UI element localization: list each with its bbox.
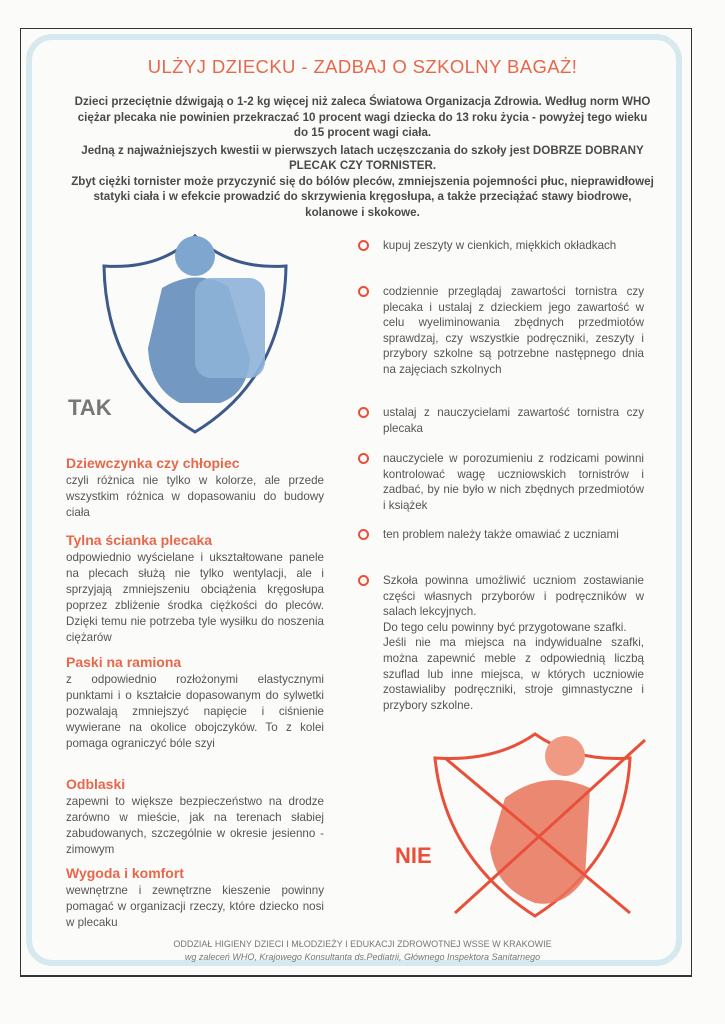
tip-item: [358, 451, 644, 513]
yes-label: TAK: [68, 395, 112, 420]
section-text: z odpowiednio rozłożonymi elastycznymi punktami i o kształcie dopasowanym do sylwetki pozwalają zmniejszyć napięcie i ciśnienie wywierane na okolice obojczyków. To z kolei pomaga ograniczyć bóle szyi: [66, 673, 324, 750]
child-body: [490, 780, 590, 904]
backpack: [195, 278, 265, 378]
bullet-circle-icon: [358, 453, 369, 464]
section-title: Tylna ścianka plecaka: [66, 532, 213, 548]
section-comfort: [66, 865, 324, 931]
child-head: [175, 236, 215, 276]
intro-text: [70, 94, 655, 222]
tip-item: [358, 284, 644, 378]
section-back-panel: [66, 532, 324, 646]
section-text: odpowiednio wyścielane i ukształtowane panele na plecach służą nie tylko wentylacji, ale i sprzyjają zmniejszeniu obciążenia kręgosłupa poprzez zbliżenie środka ciężkości do pleców. Dzięki temu nie potrzeba tyle wysiłku do noszenia ciężarów: [66, 551, 324, 644]
tip-text: Jeśli nie ma miejsca na indywidualne szafki, można zapewnić meble z odpowiednią liczbą szuflad lub inne miejsca, w których uczniowie zostawialiby podręczniki, stroje gimnastyczne i przybory szkolne.: [383, 636, 644, 712]
tip-text: Szkoła powinna umożliwić uczniom zostawianie części własnych przyborów i podręczników w salach lekcyjnych.: [383, 574, 644, 619]
bullet-circle-icon: [358, 286, 369, 297]
bullet-circle-icon: [358, 240, 369, 251]
section-gender: [66, 455, 324, 521]
footer-organization: ODDZIAŁ HIGIENY DZIECI I MŁODZIEŻY I EDUKACJI ZDROWOTNEJ WSSE W KRAKOWIE: [173, 939, 552, 949]
tip-item: [358, 405, 644, 436]
yes-shield-image: [100, 228, 290, 438]
section-text: wewnętrzne i zewnętrzne kieszenie powinny pomagać w organizacji rzeczy, które dziecko nosi w plecaku: [66, 884, 324, 929]
bullet-circle-icon: [358, 575, 369, 586]
tip-text: ustalaj z nauczycielami zawartość tornistra czy plecaka: [383, 406, 644, 435]
child-head: [545, 736, 585, 776]
tip-item: [358, 573, 644, 713]
intro-paragraph: Zbyt ciężki tornister może przyczynić się do bólów pleców, zmniejszenia pojemności płuc, nieprawidłowej statyki ciała i w efekcie prowadzić do skrzywienia kręgosłupa, a także przeciążać stawy biodrowe, kolanowe i skokowe.: [71, 174, 654, 219]
section-title: Wygoda i komfort: [66, 865, 184, 881]
section-reflectors: [66, 776, 324, 858]
section-text: czyli różnica nie tylko w kolorze, ale przede wszystkim różnica w dopasowaniu do budowy ciała: [66, 474, 324, 519]
section-text: zapewni to większe bezpieczeństwo na drodze zarówno w mieście, jak na terenach słabiej zabudowanych, szczególnie w okresie jesienno - zimowym: [66, 795, 324, 856]
tip-text: codziennie przeglądaj zawartości tornistra czy plecaka i ustalaj z dzieckiem jego zawartość w celu wyeliminowania zbędnych przedmiotów sprawdzaj, czy wszystkie podręczniki, zeszyty i przybory szkolne są potrzebne następnego dnia na zajęciach szkolnych: [383, 285, 644, 376]
section-title: Paski na ramiona: [66, 654, 182, 670]
intro-paragraph: Jedną z najważniejszych kwestii w pierwszych latach uczęszczania do szkoły jest DOBRZE DOBRANY PLECAK CZY TORNISTER.: [81, 143, 644, 172]
bullet-circle-icon: [358, 529, 369, 540]
section-title: Dziewczynka czy chłopiec: [66, 455, 240, 471]
intro-paragraph: Dzieci przeciętnie dźwigają o 1-2 kg więcej niż zaleca Światowa Organizacja Zdrowia. Według norm WHO ciężar plecaka nie powinien przekraczać 10 procent wagi dziecka do 13 roku życia - powyżej tego wieku do 15 procent wagi ciała.: [74, 95, 651, 139]
poster-title: ULŻYJ DZIECKU - ZADBAJ O SZKOLNY BAGAŻ!: [147, 56, 578, 77]
tip-text: kupuj zeszyty w cienkich, miękkich okładkach: [383, 239, 617, 252]
no-shield-image: [425, 728, 650, 923]
tip-item: [358, 238, 644, 254]
section-title: Odblaski: [66, 776, 126, 792]
bullet-circle-icon: [358, 407, 369, 418]
tip-item: [358, 527, 644, 543]
tip-text: Do tego celu powinny być przygotowane szafki.: [383, 620, 627, 634]
tip-text: nauczyciele w porozumieniu z rodzicami powinni kontrolować wagę uczniowskich tornistrów i zadbać, by nie było w nich zbędnych przedmiotów i książek: [383, 452, 644, 512]
tip-text: ten problem należy także omawiać z uczniami: [383, 528, 619, 541]
section-straps: [66, 654, 324, 752]
no-label: NIE: [395, 843, 432, 868]
footer-source: wg zaleceń WHO, Krajowego Konsultanta ds.Pediatrii, Głównego Inspektora Sanitarnego: [184, 952, 541, 962]
